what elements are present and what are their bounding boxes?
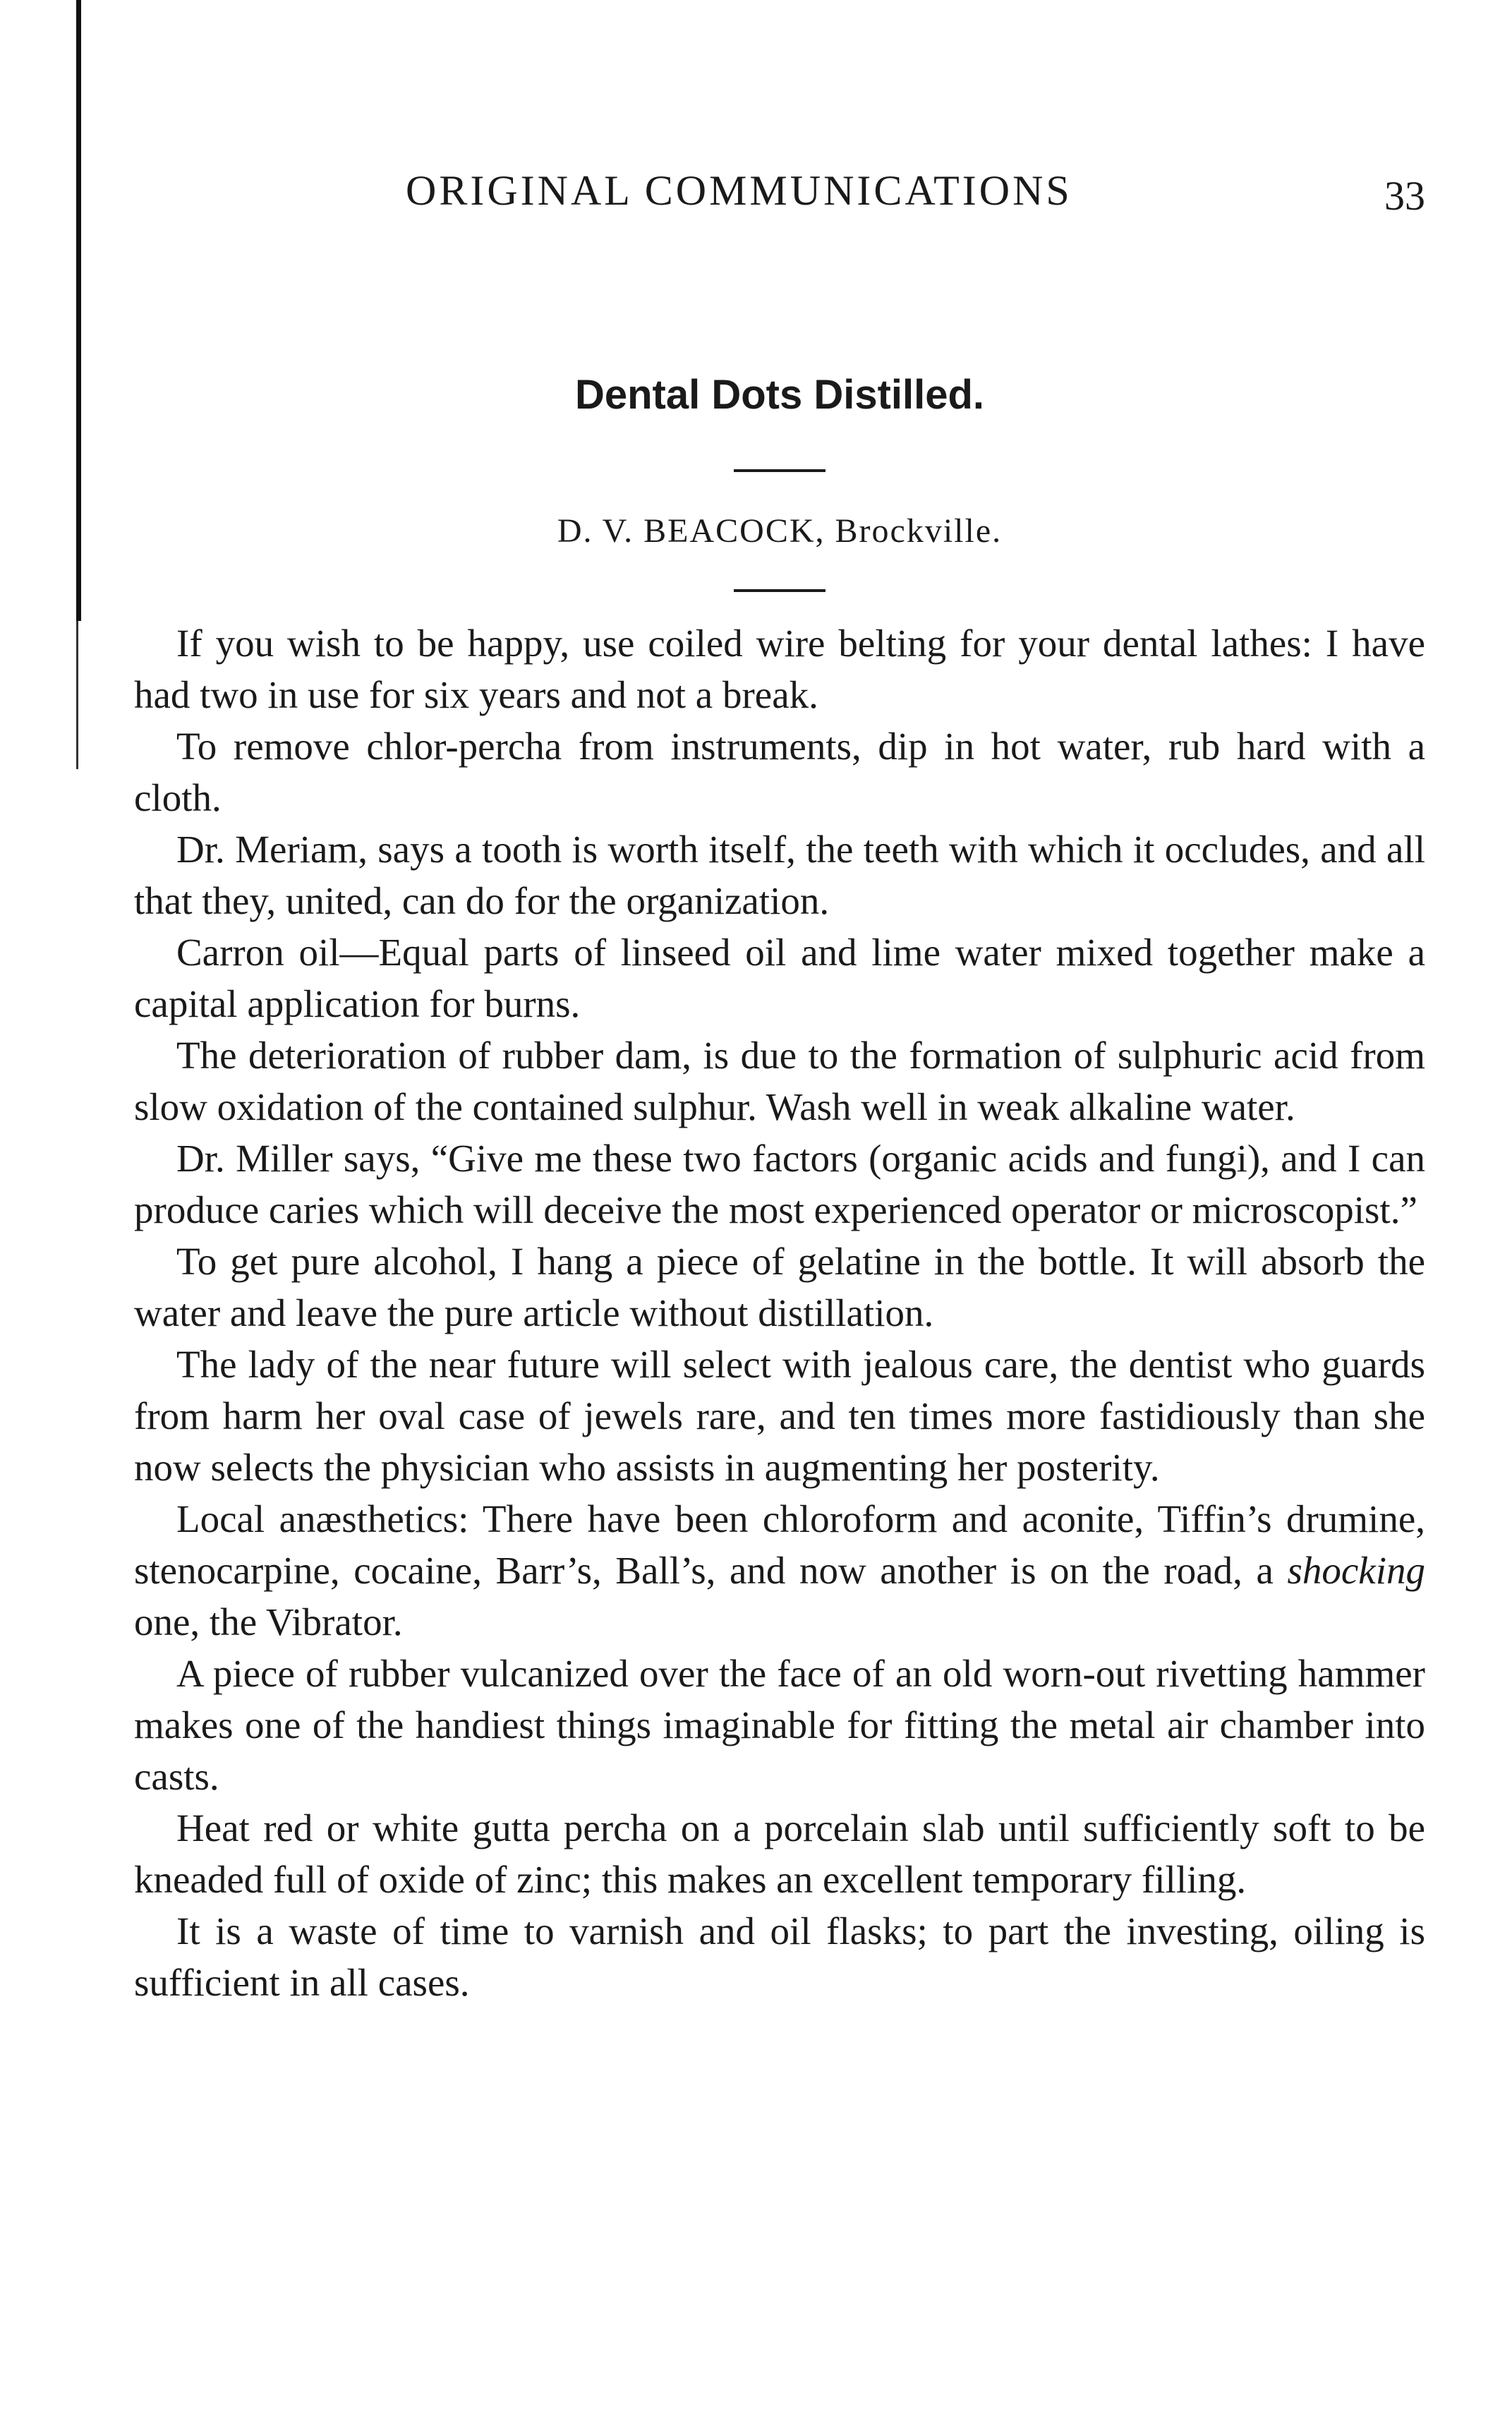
paragraph: Dr. Meriam, says a tooth is worth itself, the teeth with which it occludes, and all that they, united, can do for the organization. [134, 828, 1425, 922]
article-title: Dental Dots Distilled. [574, 372, 985, 418]
paragraph: Carron oil—Equal parts of linseed oil and lime water mixed together make a capital application for burns. [134, 931, 1425, 1025]
emphasis-text: shocking [1287, 1549, 1425, 1592]
margin-binding-line [76, 0, 81, 621]
running-head [134, 162, 1425, 219]
paragraph: Dr. Miller says, “Give me these two factors (organic acids and fungi), and I can produce caries which will deceive the most experienced operator or microscopist.” [134, 1137, 1425, 1231]
paragraph-anaesthetics [134, 1493, 1425, 1648]
paragraph: Heat red or white gutta percha on a porcelain slab until sufficiently soft to be kneaded full of oxide of zinc; this makes an excellent temporary filling. [134, 1806, 1425, 1901]
title-divider [734, 469, 825, 472]
author-byline: D. V. BEACOCK, Brockville. [557, 512, 1003, 550]
paragraph: The deterioration of rubber dam, is due to the formation of sulphuric acid from slow oxidation of the contained sulphur. Wash well in weak alkaline water. [134, 1034, 1425, 1128]
paragraph: To get pure alcohol, I hang a piece of gelatine in the bottle. It will absorb the water and leave the pure article without distillation. [134, 1240, 1425, 1334]
article-body [134, 617, 1425, 2008]
text-run: one, the Vibrator. [134, 1600, 403, 1643]
paragraph: The lady of the near future will select with jealous care, the dentist who guards from harm her oval case of jewels rare, and ten times more fastidiously than she now selects the physician who assists in augmenting her posterity. [134, 1343, 1425, 1489]
page [134, 0, 1425, 2433]
paragraph: To remove chlor-percha from instruments, dip in hot water, rub hard with a cloth. [134, 725, 1425, 819]
byline-divider [734, 589, 825, 592]
paragraph: A piece of rubber vulcanized over the face of an old worn-out rivetting hammer makes one of the handiest things imaginable for fitting the metal air chamber into casts. [134, 1652, 1425, 1798]
paragraph: If you wish to be happy, use coiled wire belting for your dental lathes: I have had two in use for six years and not a break. [134, 622, 1425, 716]
margin-binding-line-thin [76, 621, 78, 769]
running-title: ORIGINAL COMMUNICATIONS [406, 167, 1072, 214]
text-run: Local anæsthetics: There have been chloroform and aconite, Tiffin’s drumine, stenocarpine, cocaine, Barr’s, Ball’s, and now another is on the road, a [134, 1497, 1425, 1592]
paragraph: It is a waste of time to varnish and oil flasks; to part the investing, oiling is sufficient in all cases. [134, 1909, 1425, 2004]
page-number: 33 [1384, 173, 1425, 219]
